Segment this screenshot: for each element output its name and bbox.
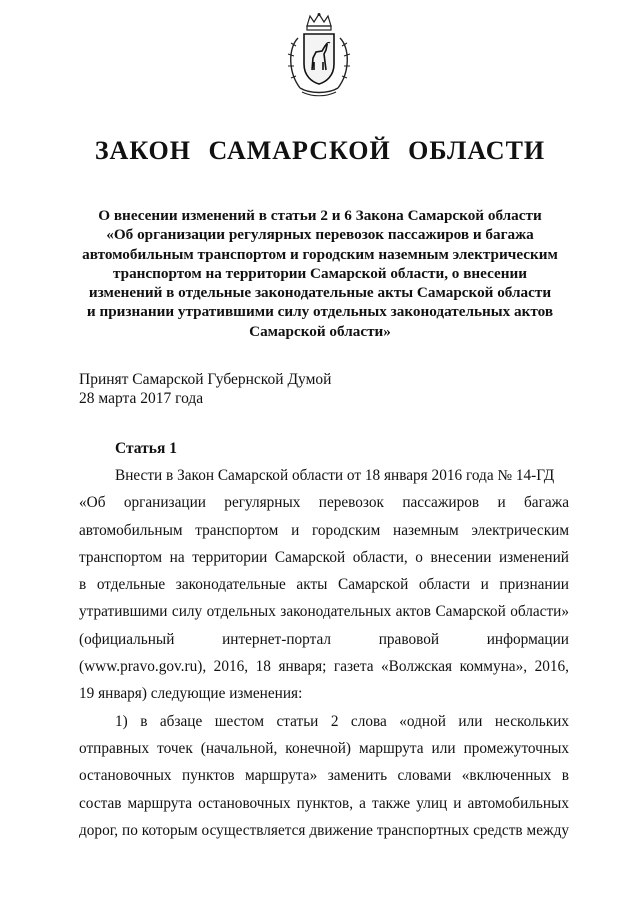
article-body — [79, 462, 569, 844]
subject-line: и признании утратившими силу отдельных законодательных актов — [86, 303, 554, 321]
body-line: состав маршрута остановочных пунктов, а также улиц и автомобильных — [79, 794, 569, 812]
law-subject — [70, 206, 570, 341]
body-line: транспортом на территории Самарской области, о внесении изменений — [79, 548, 569, 566]
body-line: дорог, по которым осуществляется движение транспортных средств между — [79, 821, 569, 839]
subject-line: изменений в отдельные законодательные акты Самарской области — [88, 284, 552, 302]
body-line: (www.pravo.gov.ru), 2016, 18 января; газета «Волжская коммуна», 2016, — [79, 658, 569, 676]
subject-line: транспортом на территории Самарской области, о внесении — [113, 264, 527, 282]
body-line: в отдельные законодательные акты Самарской области и признании — [79, 576, 569, 594]
body-line: «Об организации регулярных перевозок пассажиров и багажа — [79, 494, 569, 512]
adopted-by: Принят Самарской Губернской Думой — [79, 371, 332, 388]
body-line: 1) в абзаце шестом статьи 2 слова «одной или нескольких — [115, 712, 569, 730]
body-line: (официальный интернет-портал правовой информации — [79, 630, 569, 648]
subject-line: Самарской области» — [249, 322, 391, 340]
adoption-date: 28 марта 2017 года — [79, 390, 204, 407]
body-line: остановочных пунктов маршрута» заменить словами «включенных в — [79, 767, 569, 785]
samara-oblast-coat-of-arms-icon — [284, 12, 354, 98]
body-line: 19 января) следующие изменения: — [79, 685, 303, 703]
body-line: отправных точек (начальной, конечной) маршрута или промежуточных — [79, 739, 569, 757]
subject-line: автомобильным транспортом и городским наземным электрическим — [82, 245, 558, 263]
adoption-note — [79, 370, 331, 408]
subject-line: О внесении изменений в статьи 2 и 6 Закона Самарской области — [98, 207, 542, 224]
article-heading: Статья 1 — [115, 440, 177, 457]
body-line: утратившими силу отдельных законодательных актов Самарской области» — [79, 603, 569, 621]
coat-of-arms-emblem — [284, 12, 354, 98]
body-line: Внести в Закон Самарской области от 18 января 2016 года № 14-ГД — [115, 467, 555, 484]
subject-line: «Об организации регулярных перевозок пассажиров и багажа — [106, 226, 534, 244]
body-line: автомобильным транспортом и городским наземным электрическим — [79, 521, 569, 539]
document-title: ЗАКОН САМАРСКОЙ ОБЛАСТИ — [94, 136, 546, 165]
